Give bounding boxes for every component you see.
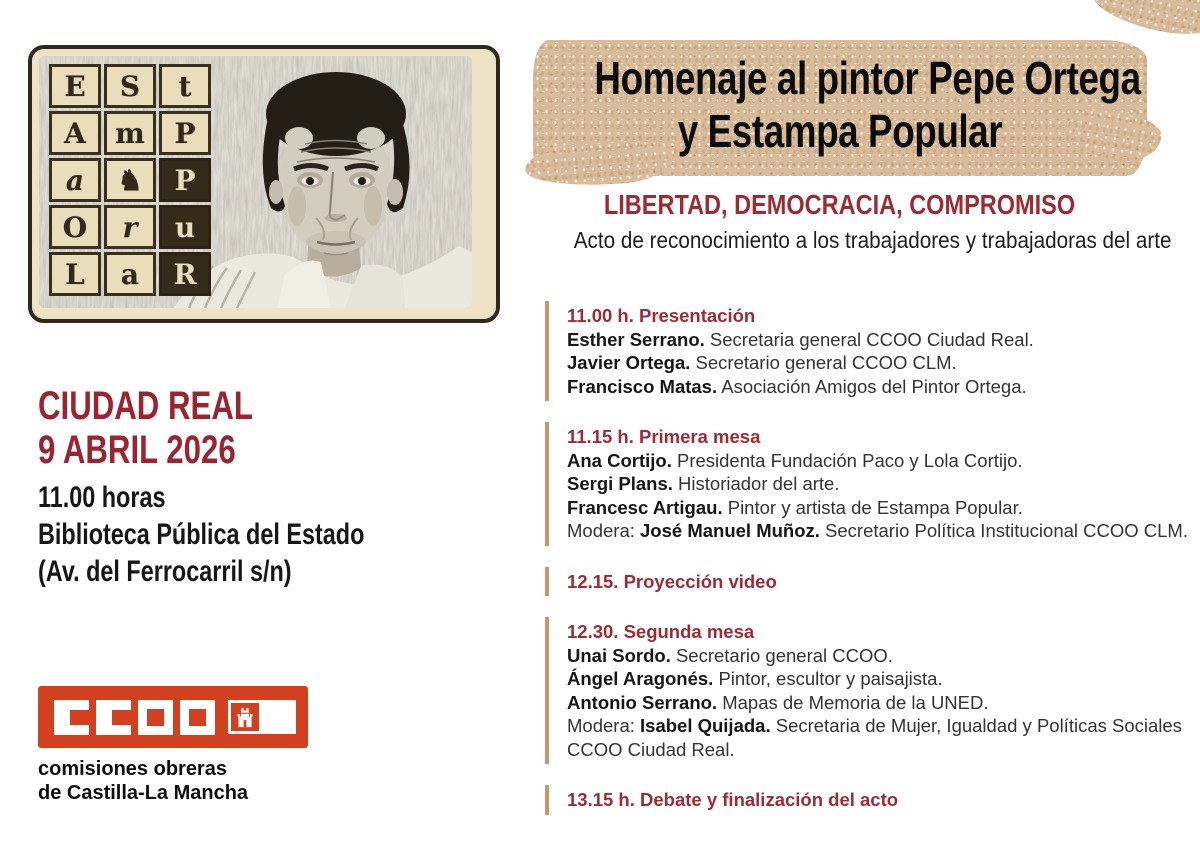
letter-block: m	[104, 111, 156, 155]
speaker-role: Secretario general CCOO.	[670, 644, 893, 666]
program-section-heading: 11.15 h. Primera mesa	[567, 426, 761, 447]
estampa-popular-collage	[28, 45, 500, 323]
program-speaker-line	[567, 667, 1190, 691]
speaker-role: Asociación Amigos del Pintor Ortega.	[717, 375, 1027, 397]
event-city: CIUDAD REAL	[38, 384, 253, 428]
program-section	[545, 422, 1190, 546]
speaker-role: Secretaria de Mujer, Igualdad y Políticas Sociales CCOO Ciudad Real.	[567, 715, 1182, 760]
logo-letter-o	[138, 700, 173, 735]
event-title-line1: Homenaje al pintor Pepe Ortega	[594, 52, 1141, 104]
event-slogan-text: LIBERTAD, DEMOCRACIA, COMPROMISO	[604, 189, 1076, 220]
event-venue-block	[38, 479, 456, 590]
program-speaker-line	[567, 496, 1190, 520]
letter-block: A	[49, 111, 101, 155]
letter-block: t	[159, 64, 211, 108]
speaker-role: Pintor, escultor y paisajista.	[713, 668, 943, 689]
program-speaker-line	[567, 351, 1190, 375]
event-city-date	[38, 384, 314, 472]
title-brushstroke	[533, 40, 1147, 176]
speaker-role: Mapas de Memoria de la UNED.	[717, 691, 989, 713]
letter-block: ♞	[104, 158, 156, 202]
speaker-name: Javier Ortega.	[567, 352, 691, 373]
speaker-role: Secretario Política Institucional CCOO CLM.	[819, 520, 1188, 541]
letter-block: E	[49, 64, 101, 108]
estampa-popular-blocks	[49, 64, 211, 296]
program-speaker-line	[567, 375, 1190, 399]
speaker-name: Francisco Matas.	[567, 375, 718, 397]
event-date: 9 ABRIL 2026	[38, 428, 236, 472]
event-title-line2: y Estampa Popular	[677, 105, 1003, 157]
event-slogan	[533, 189, 1147, 221]
letter-block: P	[159, 111, 211, 155]
speaker-prefix: Modera:	[567, 715, 641, 736]
program-section-heading: 13.15 h. Debate y finalización del acto	[567, 789, 899, 810]
program-section-heading: 11.00 h. Presentación	[567, 305, 756, 326]
speaker-role: Secretaria general CCOO Ciudad Real.	[704, 328, 1034, 350]
program-speaker-line	[567, 691, 1190, 715]
event-subtitle-text: Acto de reconocimiento a los trabajadores y trabajadoras del arte	[573, 227, 1172, 253]
event-venue: Biblioteca Pública del Estado	[38, 518, 365, 551]
speaker-role: Secretario general CCOO CLM.	[690, 352, 957, 373]
castilla-la-mancha-shield	[228, 700, 262, 734]
collage-inner	[39, 56, 472, 308]
program-section-heading: 12.15. Proyección video	[567, 570, 777, 592]
speaker-name: Esther Serrano.	[567, 328, 705, 350]
letter-block: a	[104, 252, 156, 296]
letter-block: u	[159, 205, 211, 249]
speaker-name: José Manuel Muñoz.	[640, 520, 820, 541]
event-subtitle	[533, 227, 1172, 254]
program-section	[545, 617, 1190, 764]
speaker-name: Sergi Plans.	[567, 473, 673, 494]
letter-block: L	[49, 252, 101, 296]
letter-block: R	[159, 252, 211, 296]
speaker-role: Presidenta Fundación Paco y Lola Cortijo.	[671, 449, 1023, 471]
speaker-name: Antonio Serrano.	[567, 691, 718, 713]
logo-letter-c	[54, 700, 89, 735]
logo-letter-c	[96, 700, 131, 735]
speaker-name: Ana Cortijo.	[567, 449, 672, 471]
letter-block: a	[49, 158, 101, 202]
program-list	[545, 301, 1190, 836]
speaker-name: Isabel Quijada.	[640, 715, 771, 736]
speaker-role: Pintor y artista de Estampa Popular.	[722, 496, 1023, 518]
program-section	[545, 567, 1190, 597]
program-speaker-line	[567, 328, 1190, 352]
program-section	[545, 301, 1190, 401]
org-name-line2: de Castilla-La Mancha	[38, 782, 249, 804]
letter-block: r	[104, 205, 156, 249]
program-speaker-line	[567, 472, 1190, 496]
speaker-name: Francesc Artigau.	[567, 496, 723, 518]
event-address: (Av. del Ferrocarril s/n)	[38, 555, 292, 588]
event-time: 11.00 horas	[38, 481, 166, 514]
program-section-heading: 12.30. Segunda mesa	[567, 621, 755, 642]
program-section	[545, 785, 1190, 815]
logo-white-square	[262, 700, 296, 734]
brush-corner-decoration	[1089, 0, 1200, 44]
program-speaker-line	[567, 644, 1190, 668]
ccoo-acronym	[54, 700, 215, 735]
castle-icon	[237, 707, 253, 728]
org-name	[38, 757, 308, 805]
speaker-role: Historiador del arte.	[672, 473, 840, 494]
letter-block: P	[159, 158, 211, 202]
speaker-name: Unai Sordo.	[567, 644, 671, 666]
speaker-prefix: Modera:	[567, 520, 641, 541]
program-speaker-line	[567, 449, 1190, 473]
event-title	[533, 40, 1147, 158]
ccoo-logo-block	[38, 686, 308, 805]
org-name-line1: comisiones obreras	[38, 758, 227, 780]
ccoo-logo	[38, 686, 308, 748]
program-speaker-line	[567, 519, 1190, 543]
logo-letter-o	[180, 700, 215, 735]
speaker-name: Ángel Aragonés.	[567, 668, 714, 689]
letter-block: O	[49, 205, 101, 249]
letter-block: S	[104, 64, 156, 108]
program-speaker-line	[567, 714, 1190, 761]
